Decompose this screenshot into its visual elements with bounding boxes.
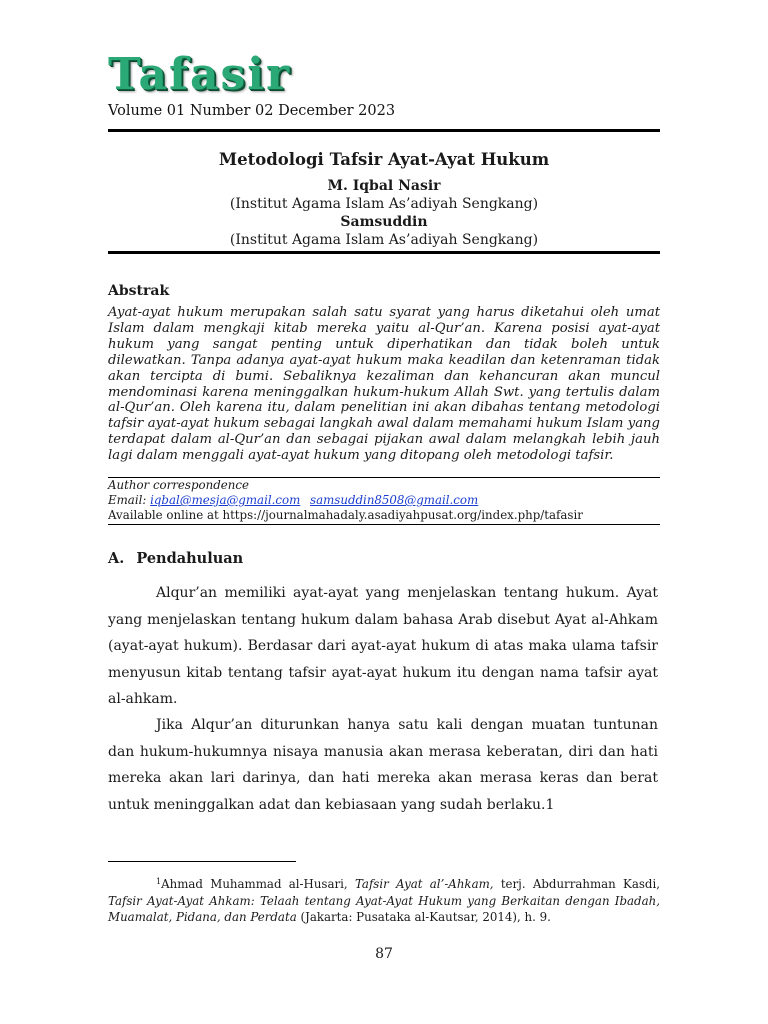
- article-title: Metodologi Tafsir Ayat-Ayat Hukum: [218, 150, 550, 169]
- body-paragraph-1: Alqur’an memiliki ayat-ayat yang menjelaskan tentang hukum. Ayat yang menjelaskan tentang hukum dalam bahasa Arab disebut Ayat al-Ahkam (ayat-ayat hukum). Berdasar dari ayat-ayat hukum di atas maka ulama tafsir menyusun kitab tentang tafsir ayat-ayat hukum itu dengan nama tafsir ayat al-ahkam.: [108, 585, 658, 708]
- footnote-translation-title: Tafsir Ayat-Ayat Ahkam: Telaah tentang Ayat-Ayat Hukum yang Berkaitan dengan Ibadah, Muamalat, Pidana, dan Perdata: [108, 893, 660, 924]
- journal-logo: Tafasir: [108, 49, 292, 100]
- title-block-rule: [108, 251, 660, 254]
- section-heading: [108, 550, 255, 567]
- correspondence-block: [108, 478, 660, 523]
- footnote-translator: terj. Abdurrahman Kasdi,: [500, 877, 661, 891]
- author-affiliation-1: (Institut Agama Islam As’adiyah Sengkang): [229, 196, 539, 212]
- abstract-text: Ayat-ayat hukum merupakan salah satu syarat yang harus diketahui oleh umat Islam dalam mengkaji kitab mereka yaitu al-Qur’an. Karena posisi ayat-ayat hukum yang sangat penting untuk diperhatikan dan tidak boleh untuk dilewatkan. Tanpa adanya ayat-ayat hukum maka keadilan dan ketenraman tidak akan tercipta di bumi. Sebaliknya kezaliman dan kehancuran akan muncul mendominasi karena meninggalkan hukum-hukum Allah Swt. yang tertulis dalam al-Qur’an. Oleh karena itu, dalam penelitian ini akan dibahas tentang metodologi tafsir ayat-ayat hukum sebagai langkah awal dalam memahami hukum Islam yang terdapat dalam al-Qur’an dan sebagai pijakan awal dalam melangkah lebih jauh lagi dalam menggali ayat-ayat hukum yang ditopang oleh metodologi tafsir.: [108, 305, 660, 464]
- page-number: 87: [375, 946, 393, 962]
- header-rule: [108, 129, 660, 132]
- email-link-1[interactable]: iqbal@mesja@gmail.com: [150, 493, 301, 507]
- correspondence-bottom-rule: [108, 524, 660, 525]
- body-paragraph-2: Jika Alqur’an diturunkan hanya satu kali dengan muatan tuntunan dan hukum-hukumnya nisaya manusia akan merasa keberatan, diri dan hati mereka akan lari darinya, dan hati mereka akan merasa keras dan berat untuk meninggalkan adat dan kebiasaan yang sudah berlaku.1: [108, 717, 658, 813]
- available-online: Available online at https://journalmahadaly.asadiyahpusat.org/index.php/tafasir: [108, 508, 583, 522]
- footnote: [108, 876, 660, 926]
- author-affiliation-2: (Institut Agama Islam As’adiyah Sengkang): [229, 232, 539, 248]
- volume-line: Volume 01 Number 02 December 2023: [108, 103, 396, 119]
- correspondence-label: Author correspondence: [108, 478, 249, 492]
- email-label: Email:: [108, 493, 147, 507]
- section-letter: A.: [108, 550, 125, 567]
- email-link-2[interactable]: samsuddin8508@gmail.com: [310, 493, 479, 507]
- author-name-2: Samsuddin: [340, 214, 428, 230]
- footnote-rule: [108, 861, 296, 862]
- footnote-publication: (Jakarta: Pusataka al-Kautsar, 2014), h. 9.: [300, 910, 551, 924]
- footnote-number: 1: [156, 877, 162, 886]
- footnote-title: Tafsir Ayat al’-Ahkam,: [354, 877, 494, 891]
- abstract-heading: Abstrak: [108, 283, 170, 299]
- footnote-author: Ahmad Muhammad al-Husari,: [161, 877, 348, 891]
- author-name-1: M. Iqbal Nasir: [327, 178, 441, 194]
- section-title: Pendahuluan: [136, 550, 244, 567]
